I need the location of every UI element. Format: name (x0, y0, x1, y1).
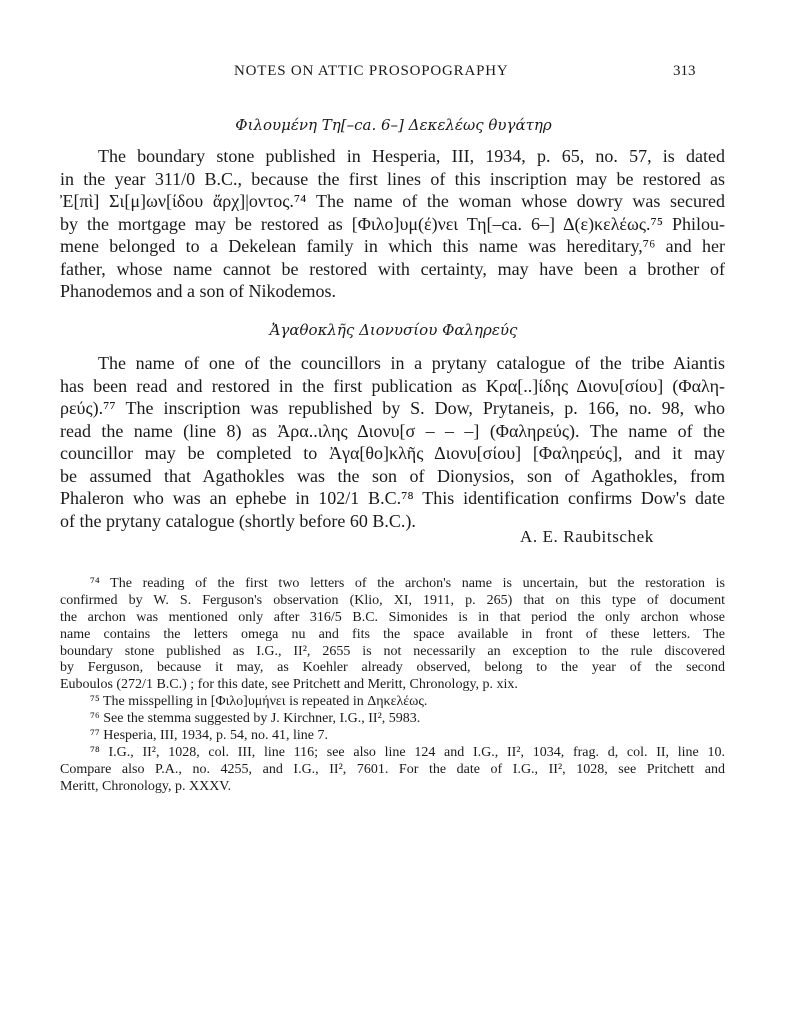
footnote-line: ⁷⁵ The misspelling in [Φιλο]υμήνει is repeated in Δηκελέως. (90, 694, 428, 710)
footnote-line: name contains the letters omega nu and fits the space available in front of these letters. The (60, 626, 725, 642)
text-line: read the name (line 8) as Ἀρα..ιλης Διονυ[σ – – –] (Φαληρεύς). The name of the (60, 420, 725, 441)
author-signature: A. E. Raubitschek (520, 527, 654, 546)
text-line: Phanodemos and a son of Nikodemos. (60, 281, 336, 301)
text-line: Ἐ[πὶ] Σι[μ]ων[ίδου ἄρχ]|οντος.⁷⁴ The name of the woman whose dowry was secured (60, 191, 725, 211)
paragraph-boundary-stone (60, 145, 725, 303)
text-line: father, whose name cannot be restored with certainty, may have been a brother of (60, 258, 725, 279)
footnote-line: by Ferguson, because it may, as Koehler already observed, belong to the year of the second (60, 660, 725, 676)
footnote-line: Meritt, Chronology, p. XXXV. (60, 778, 232, 794)
running-title: NOTES ON ATTIC PROSOPOGRAPHY (234, 63, 509, 79)
section-heading-philoumene: Φιλουμένη Τη[–ca. 6–] Δεκελέως θυγάτηρ (235, 116, 552, 134)
text-line: in the year 311/0 B.C., because the first lines of this inscription may be restored as (60, 168, 725, 189)
footnote-line: Euboulos (272/1 B.C.) ; for this date, see Pritchett and Meritt, Chronology, p. xix. (60, 677, 518, 693)
footnotes (60, 576, 725, 796)
footnote-line: ⁷⁶ See the stemma suggested by J. Kirchner, I.G., II², 5983. (90, 711, 421, 727)
footnote-line: ⁷⁸ I.G., II², 1028, col. III, line 116; see also line 124 and I.G., II², 1034, frag. d, col. II, line 10. (90, 744, 725, 760)
text-line: councillor may be completed to Ἀγα[θο]κλῆς Διονυ[σίου] [Φαληρεύς], and it may (60, 443, 725, 463)
text-line: Phaleron who was an ephebe in 102/1 B.C.⁷⁸ This identification confirms Dow's date (60, 488, 725, 508)
text-line: mene belonged to a Dekelean family in which this name was hereditary,⁷⁶ and her (60, 236, 725, 256)
text-line: The boundary stone published in Hesperia, III, 1934, p. 65, no. 57, is dated (98, 146, 725, 166)
footnote-line: ⁷⁴ The reading of the first two letters of the archon's name is uncertain, but the restoration is (90, 576, 725, 591)
footnote-line: ⁷⁷ Hesperia, III, 1934, p. 54, no. 41, line 7. (90, 728, 328, 744)
text-line: has been read and restored in the first publication as Κρα[..]ίδης Διονυ[σίου] (Φαλη- (60, 375, 725, 396)
text-line: The name of one of the councillors in a prytany catalogue of the tribe Aiantis (98, 353, 725, 373)
text-line: be assumed that Agathokles was the son of Dionysios, son of Agathokles, from (60, 465, 725, 486)
text-line: by the mortgage may be restored as [Φιλο]υμ(έ)νει Τη[–ca. 6–] Δ(ε)κελέως.⁷⁵ Philou- (60, 213, 725, 234)
footnote-line: the archon was mentioned only after 316/5 B.C. Simonides is in that period the only archon whose (60, 609, 725, 625)
text-line: of the prytany catalogue (shortly before 60 B.C.). (60, 510, 416, 531)
paragraph-prytany-catalogue (60, 352, 725, 532)
text-line: ρεύς).⁷⁷ The inscription was republished by S. Dow, Prytaneis, p. 166, no. 98, who (60, 398, 725, 418)
footnote-line: Compare also P.A., no. 4255, and I.G., II², 7601. For the date of I.G., II², 1028, see Pritchett and (60, 761, 725, 777)
footnote-line: confirmed by W. S. Ferguson's observation (Klio, XI, 1911, p. 265) that on this type of document (60, 592, 725, 608)
page-number: 313 (673, 63, 696, 79)
running-head (0, 63, 787, 83)
footnote-line: boundary stone published as I.G., II², 2655 is not necessarily an exception to the rule discovered (60, 643, 725, 659)
section-heading-agathokles: Ἀγαθοκλῆς Διονυσίου Φαληρεύς (269, 321, 518, 339)
